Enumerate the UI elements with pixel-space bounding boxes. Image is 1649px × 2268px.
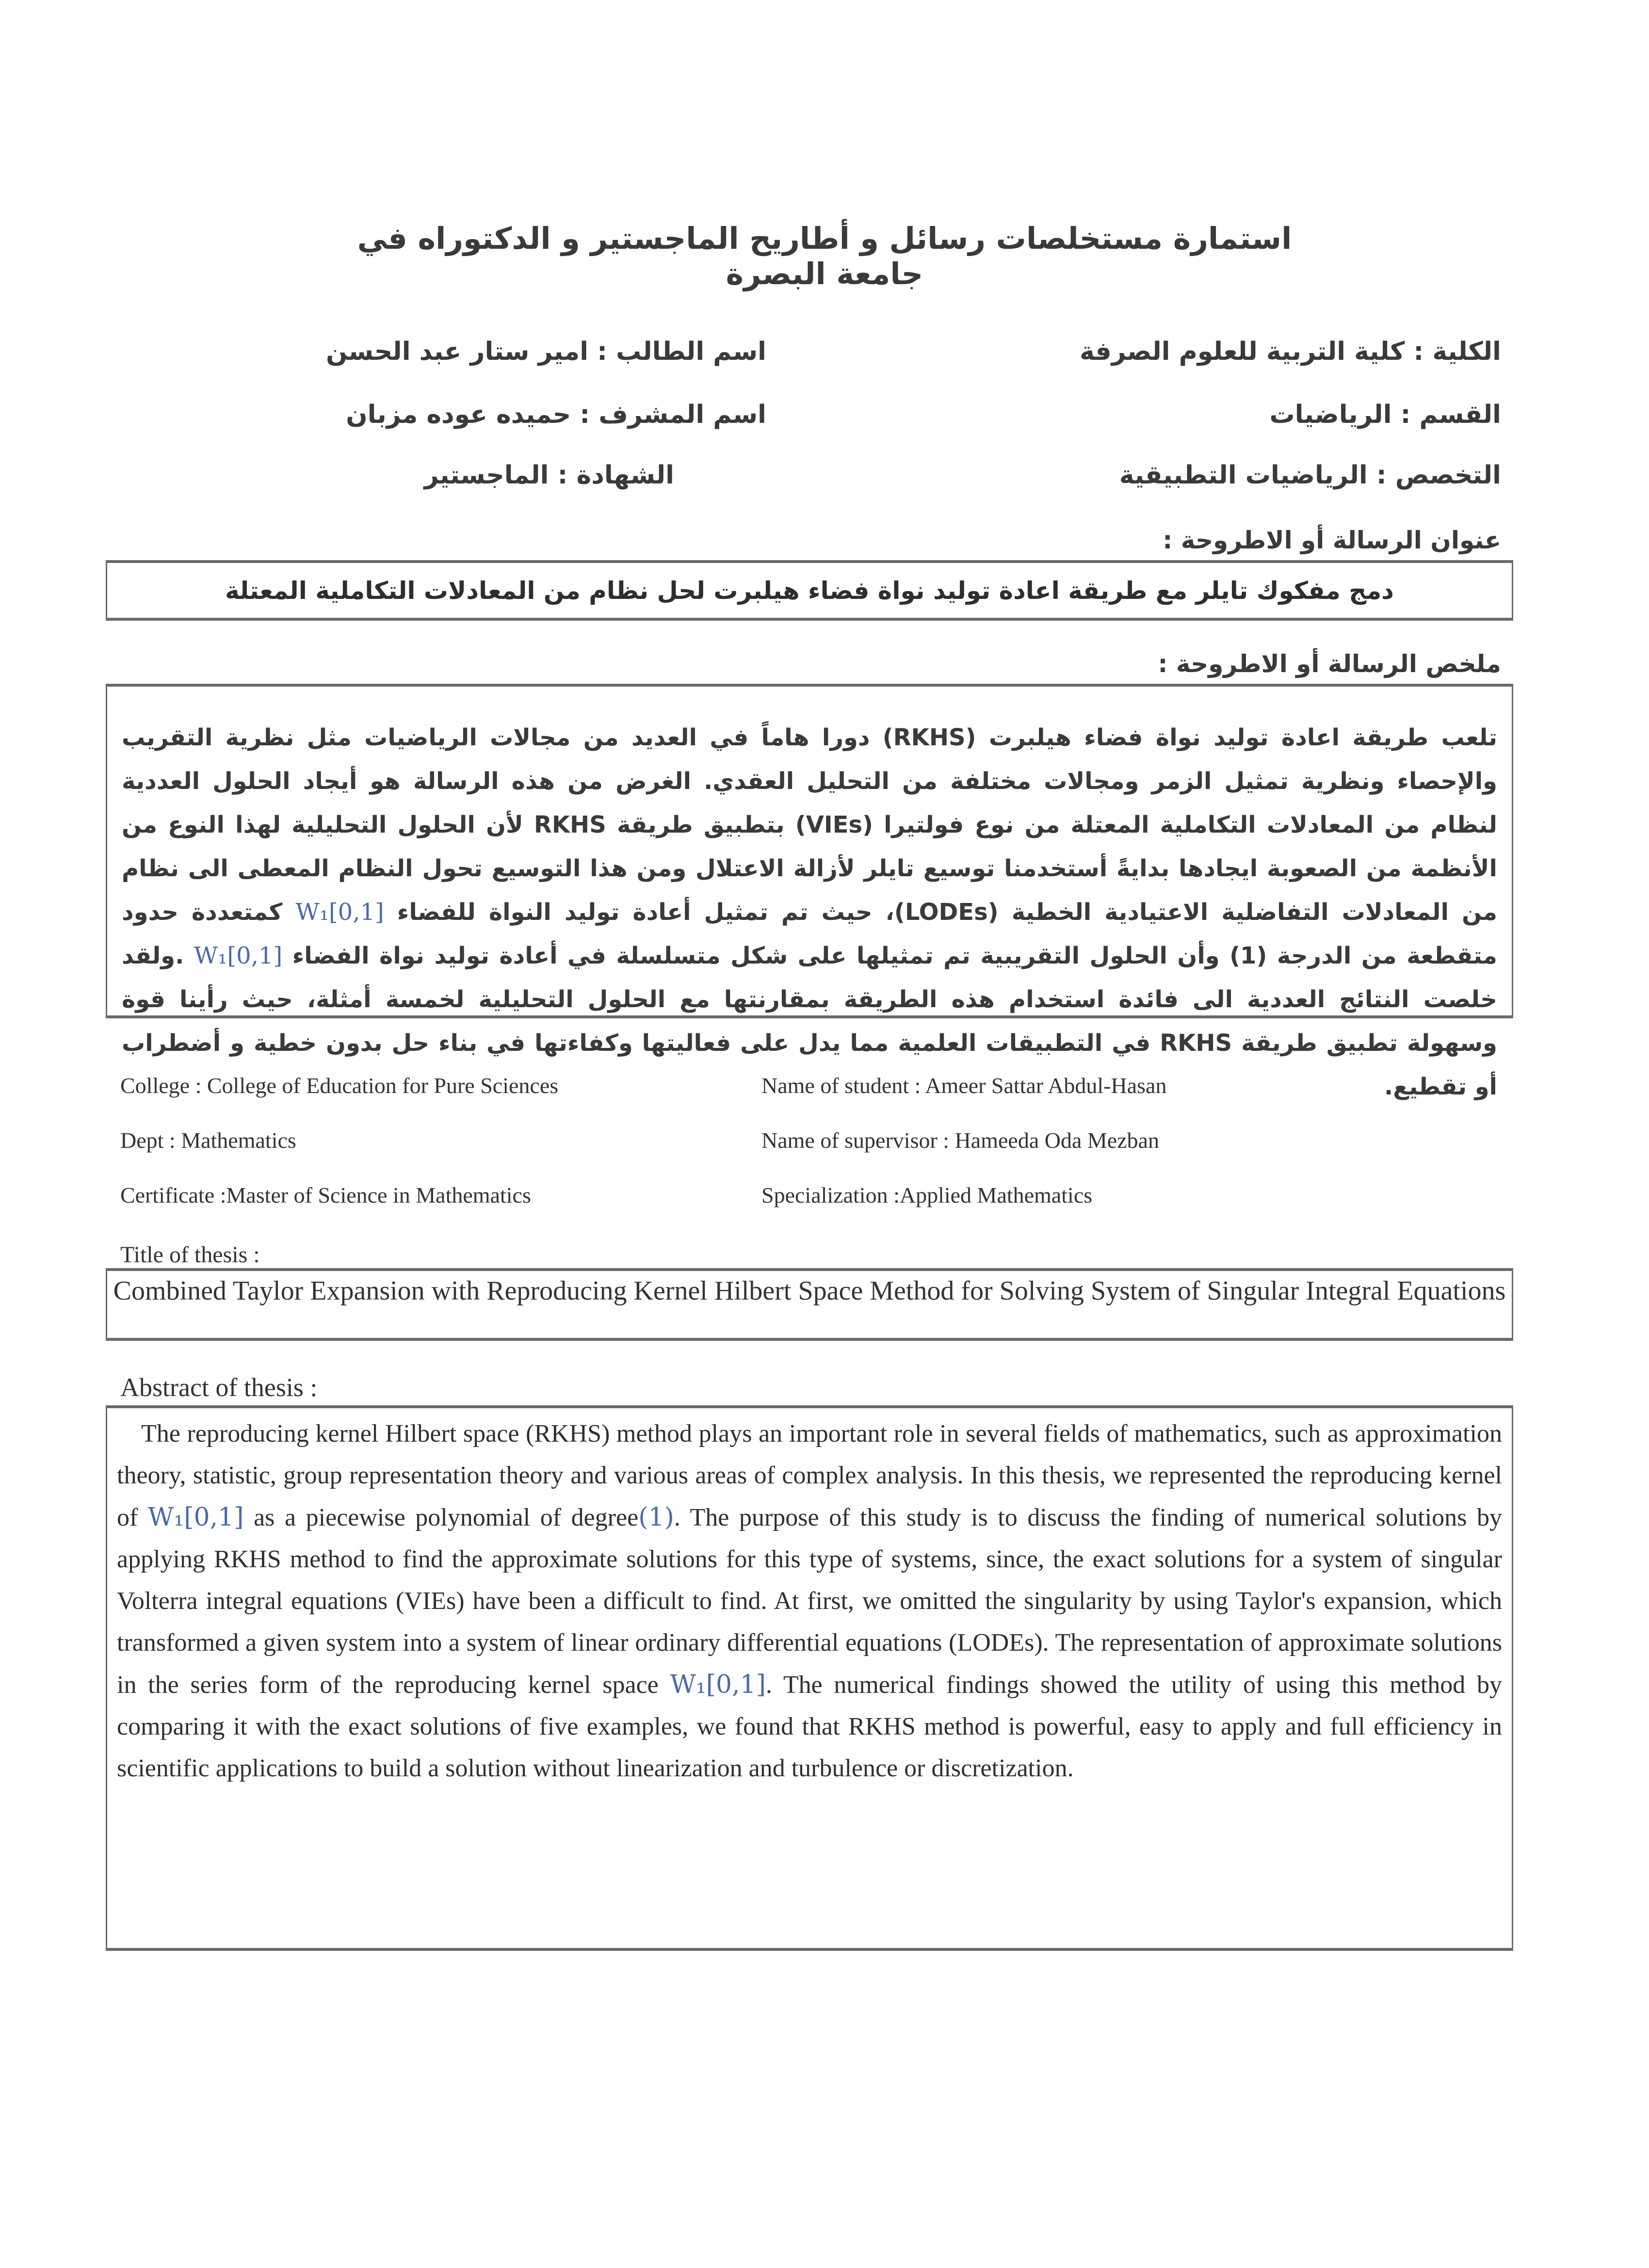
en-abstract-part4: . The numerical findings showed the utility of using this method by comparing it with the exact solutions of five examples, we found that RKHS method is powerful, easy to apply and full efficiency in scientific applications to build a solution without linearization and turbulence or discretization.	[117, 1671, 1503, 1782]
ar-abstract-part1: تلعب طريقة اعادة توليد نواة فضاء هيلبرت (RKHS) دورا هاماً في العديد من مجالات الرياضيات مثل نظرية التقريب والإحصاء ونظرية تمثيل الزمر ومجالات مختلفة من التحليل العقدي. الغرض من هذه الرسالة هو أيجاد الحلول العددية لنظام من المعادلات التكاملية المعتلة من نوع فولتيرا (VIEs) بتطبيق طريقة RKHS لأن الحلول التحليلية لهذا النوع من الأنظمة من الصعوبة ايجادها بدايةً أستخدمنا توسيع تايلر لأزالة الاعتلال ومن هذا التوسيع تحول النظام المعطى الى نظام من المعادلات التفاضلية الاعتيادية الخطية (LODEs)، حيث تم تمثيل أعادة توليد النواة للفضاء	[122, 724, 1498, 926]
en-abstract-part3: . The purpose of this study is to discuss the finding of numerical solutions by applying RKHS method to find the approximate solutions for this type of systems, since, the exact solutions for a system of singular Volterra integral equations (VIEs) have been a difficult to find. At first, we omitted the singularity by using Taylor's expansion, which transformed a given system into a system of linear ordinary differential equations (LODEs). The representation of approximate solutions in the series form of the reproducing kernel space	[117, 1504, 1502, 1699]
math-space-w1-icon: W₁[0,1]	[295, 899, 384, 926]
en-certificate-field: Certificate :Master of Science in Mathematics	[120, 1183, 531, 1207]
en-abstract-part2: as a piecewise polynomial of degree	[243, 1504, 639, 1531]
en-abstract-label: Abstract of thesis :	[120, 1373, 318, 1402]
ar-abstract-part2: كمتعددة حدود متقطعة من الدرجة (1) وأن الحلول التقريبية تم تمثيلها على شكل متسلسلة في أعادة توليد نواة الفضاء	[122, 899, 1498, 969]
ar-abstract-label: ملخص الرسالة أو الاطروحة :	[1158, 650, 1501, 678]
ar-student-name-field: اسم الطالب : امير ستار عبد الحسن	[326, 337, 766, 366]
en-abstract-text	[117, 1413, 1502, 1789]
math-space-w1-icon: W₁[0,1]	[194, 942, 283, 969]
en-college-field: College : College of Education for Pure Sciences	[120, 1073, 559, 1098]
ar-title-box	[106, 560, 1513, 621]
ar-thesis-title: دمج مفكوك تايلر مع طريقة اعادة توليد نواة فضاء هيلبرت لحل نظام من المعادلات التكاملية المعتلة	[225, 576, 1394, 605]
en-title-box	[106, 1268, 1513, 1341]
ar-college-field: الكلية : كلية التربية للعلوم الصرفة	[1080, 337, 1501, 366]
ar-department-field: القسم : الرياضيات	[1269, 400, 1501, 429]
math-space-w1-icon: W₁[0,1]	[670, 1670, 766, 1699]
en-abstract-box	[106, 1405, 1513, 1951]
en-abstract-part1: The reproducing kernel Hilbert space (RKHS) method plays an important role in several fields of mathematics, such as approximation theory, statistic, group representation theory and various areas of complex analysis. In this thesis, we represented the reproducing kernel of	[117, 1420, 1502, 1531]
en-supervisor-name-field: Name of supervisor : Hameeda Oda Mezban	[761, 1128, 1160, 1153]
ar-certificate-field: الشهادة : الماجستير	[424, 461, 674, 490]
ar-abstract-text	[122, 716, 1497, 1109]
en-department-field: Dept : Mathematics	[120, 1128, 296, 1153]
en-thesis-title: Combined Taylor Expansion with Reproducing Kernel Hilbert Space Method for Solving System of Singular Integral Equations	[113, 1276, 1506, 1306]
math-degree-icon: (1)	[638, 1503, 674, 1532]
ar-specialization-field: التخصص : الرياضيات التطبيقية	[1119, 461, 1501, 490]
form-heading-arabic: استمارة مستخلصات رسائل و أطاريح الماجستير و الدكتوراه في جامعة البصرة	[357, 221, 1292, 291]
ar-title-label: عنوان الرسالة أو الاطروحة :	[1163, 526, 1501, 554]
en-student-name-field: Name of student : Ameer Sattar Abdul-Hasan	[761, 1073, 1167, 1098]
en-title-label: Title of thesis :	[120, 1242, 260, 1268]
ar-abstract-part3: .ولقد خلصت النتائج العددية الى فائدة استخدام هذه الطريقة بمقارنتها مع الحلول التحليلية لخمسة أمثلة، حيث رأينا قوة وسهولة تطبيق طريقة RKHS في التطبيقات العلمية مما يدل على فعاليتها وكفاءتها في بناء حل بدون خطية و أضطراب أو تقطيع.	[122, 942, 1497, 1100]
math-space-w1-icon: W₁[0,1]	[147, 1503, 244, 1532]
en-specialization-field: Specialization :Applied Mathematics	[761, 1183, 1093, 1207]
ar-supervisor-name-field: اسم المشرف : حميده عوده مزبان	[346, 400, 766, 429]
